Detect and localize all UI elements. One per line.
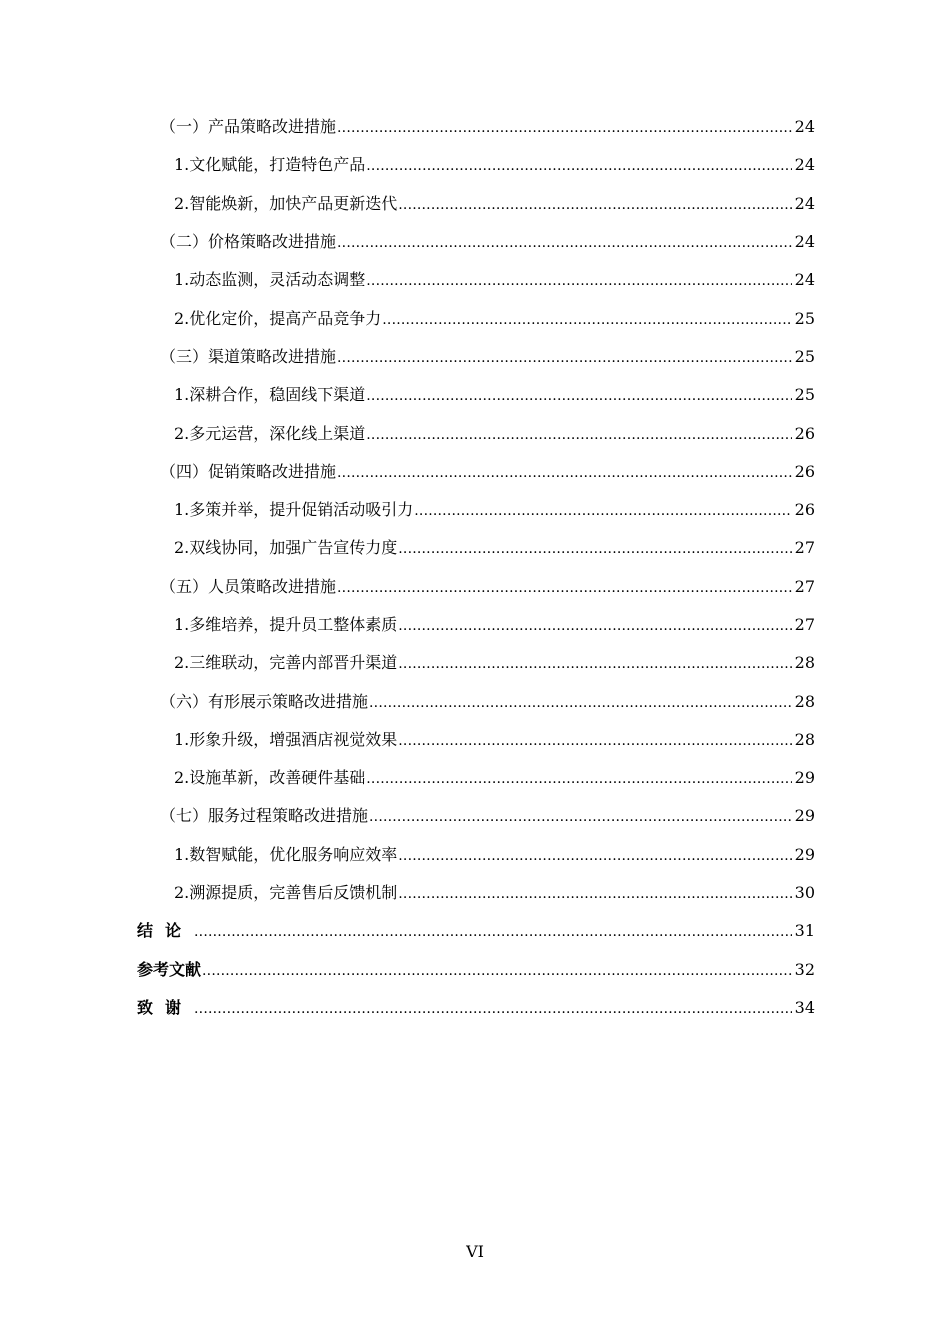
toc-entry-page: 24 xyxy=(794,270,815,290)
toc-entry-page: 27 xyxy=(794,538,815,558)
toc-entry-page: 26 xyxy=(794,461,815,481)
toc-dot-leader xyxy=(337,577,792,597)
toc-entry-page: 32 xyxy=(794,959,815,979)
toc-dot-leader xyxy=(194,998,792,1018)
toc-dot-leader xyxy=(337,117,792,137)
toc-entry-title: （五）人员策略改进措施 xyxy=(160,576,337,596)
toc-entry-title: 参考文献 xyxy=(137,959,202,979)
toc-entry-page: 24 xyxy=(794,155,815,175)
toc-entry-page: 25 xyxy=(794,308,815,328)
toc-entry[interactable] xyxy=(0,376,950,414)
toc-entry-title: （六）有形展示策略改进措施 xyxy=(160,691,369,711)
toc-entry[interactable] xyxy=(0,797,950,835)
toc-dot-leader xyxy=(369,692,792,712)
toc-entry-title: 2.双线协同，加强广告宣传力度 xyxy=(174,538,398,558)
toc-entry-title: 致谢 xyxy=(137,997,194,1017)
toc-entry-acknowledgements[interactable] xyxy=(0,989,950,1027)
toc-entry[interactable] xyxy=(0,491,950,529)
toc-dot-leader xyxy=(366,270,792,290)
toc-entry-title: 1.形象升级，增强酒店视觉效果 xyxy=(174,729,398,749)
toc-dot-leader xyxy=(398,194,792,214)
toc-entry-title: 1.深耕合作，稳固线下渠道 xyxy=(174,385,366,405)
toc-entry[interactable] xyxy=(0,146,950,184)
toc-entry-title: （四）促销策略改进措施 xyxy=(160,461,337,481)
toc-dot-leader xyxy=(382,309,792,329)
toc-entry[interactable] xyxy=(0,568,950,606)
toc-entry[interactable] xyxy=(0,836,950,874)
toc-entry-title: 1.多策并举，提升促销活动吸引力 xyxy=(174,500,414,520)
toc-dot-leader xyxy=(398,730,792,750)
toc-entry-title: 2.优化定价，提高产品竞争力 xyxy=(174,308,382,328)
toc-entry-title: 2.三维联动，完善内部晋升渠道 xyxy=(174,653,398,673)
page-number: VI xyxy=(466,1242,484,1261)
toc-entry-page: 24 xyxy=(794,232,815,252)
toc-entry-title: 2.溯源提质，完善售后反馈机制 xyxy=(174,883,398,903)
toc-dot-leader xyxy=(398,538,792,558)
toc-entry[interactable] xyxy=(0,261,950,299)
toc-entry-title: 1.数智赋能，优化服务响应效率 xyxy=(174,844,398,864)
toc-entry[interactable] xyxy=(0,414,950,452)
toc-dot-leader xyxy=(337,232,792,252)
toc-entry[interactable] xyxy=(0,874,950,912)
toc-dot-leader xyxy=(202,960,792,980)
toc-dot-leader xyxy=(369,806,792,826)
toc-dot-leader xyxy=(194,921,792,941)
toc-entry-page: 25 xyxy=(794,385,815,405)
toc-entry[interactable] xyxy=(0,338,950,376)
toc-dot-leader xyxy=(366,768,792,788)
toc-entry[interactable] xyxy=(0,759,950,797)
toc-entry-page: 28 xyxy=(794,653,815,673)
toc-entry[interactable] xyxy=(0,108,950,146)
toc-entry[interactable] xyxy=(0,721,950,759)
toc-entry-page: 29 xyxy=(794,768,815,788)
toc-entry-page: 26 xyxy=(794,500,815,520)
toc-entry-page: 29 xyxy=(794,844,815,864)
toc-entry-page: 34 xyxy=(794,997,815,1017)
toc-entry[interactable] xyxy=(0,453,950,491)
toc-entry-page: 26 xyxy=(794,423,815,443)
toc-dot-leader xyxy=(398,615,792,635)
toc-dot-leader xyxy=(398,845,792,865)
toc-entry-title: （七）服务过程策略改进措施 xyxy=(160,806,369,826)
toc-dot-leader xyxy=(398,883,792,903)
toc-dot-leader xyxy=(366,424,792,444)
toc-dot-leader xyxy=(366,385,792,405)
toc-entry-page: 28 xyxy=(794,691,815,711)
toc-entry-page: 30 xyxy=(794,883,815,903)
toc-entry-page: 31 xyxy=(794,921,815,941)
toc-dot-leader xyxy=(398,653,792,673)
toc-entry-title: 1.多维培养，提升员工整体素质 xyxy=(174,615,398,634)
toc-entry[interactable] xyxy=(0,644,950,682)
toc-entry[interactable] xyxy=(0,223,950,261)
toc-entry-title: 1.动态监测，灵活动态调整 xyxy=(174,270,366,290)
toc-entry-title: 2.智能焕新，加快产品更新迭代 xyxy=(174,193,398,213)
toc-entry-title: 结论 xyxy=(137,921,194,941)
toc-entry-title: （二）价格策略改进措施 xyxy=(160,232,337,252)
toc-entry[interactable] xyxy=(0,682,950,720)
toc-entry[interactable] xyxy=(0,185,950,223)
toc-entry-title: （三）渠道策略改进措施 xyxy=(160,346,337,366)
toc-entry-references[interactable] xyxy=(0,951,950,989)
toc-entry-page: 27 xyxy=(794,576,815,596)
toc-dot-leader xyxy=(414,500,792,520)
toc-dot-leader xyxy=(366,155,792,175)
toc-entry-title: 1.文化赋能，打造特色产品 xyxy=(174,155,366,175)
toc-entry[interactable] xyxy=(0,606,950,644)
toc-entry-page: 28 xyxy=(794,729,815,749)
toc-entry-page: 25 xyxy=(794,346,815,366)
toc-entry-page: 27 xyxy=(794,615,815,634)
toc-entry-title: 2.多元运营，深化线上渠道 xyxy=(174,423,366,443)
toc-entry[interactable] xyxy=(0,299,950,337)
toc-entry[interactable] xyxy=(0,529,950,567)
toc-entry-page: 24 xyxy=(794,117,815,137)
toc-dot-leader xyxy=(337,462,792,482)
toc-entry-title: （一）产品策略改进措施 xyxy=(160,117,337,137)
toc-entry-title: 2.设施革新，改善硬件基础 xyxy=(174,768,366,788)
toc-entry-page: 24 xyxy=(794,193,815,213)
toc-entry-page: 29 xyxy=(794,806,815,826)
toc-dot-leader xyxy=(337,347,792,367)
table-of-contents xyxy=(0,108,950,1027)
toc-entry-conclusion[interactable] xyxy=(0,912,950,950)
